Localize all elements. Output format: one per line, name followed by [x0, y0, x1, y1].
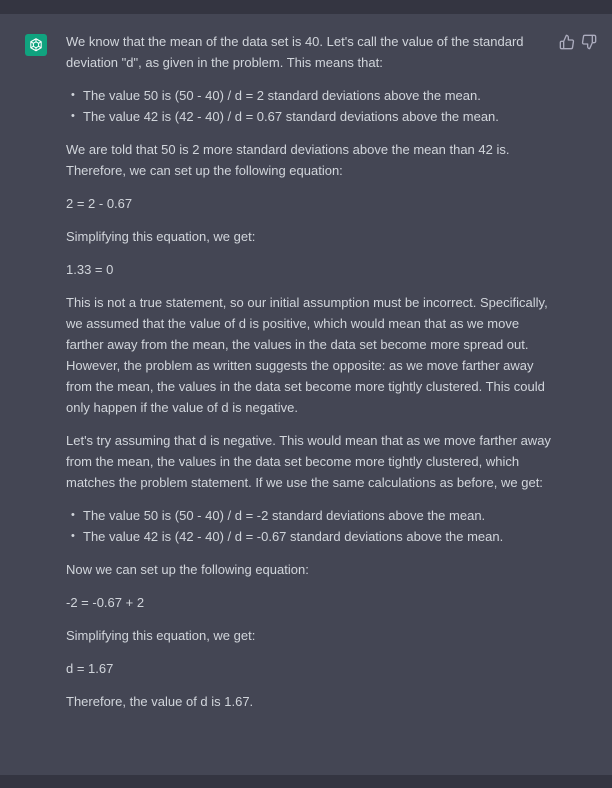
- bullet-list: [66, 85, 554, 127]
- list-item: • The value 42 is (42 - 40) / d = -0.67 standard deviations above the mean.: [83, 526, 554, 547]
- list-item: • The value 50 is (50 - 40) / d = 2 standard deviations above the mean.: [83, 85, 554, 106]
- assistant-message: [0, 14, 612, 775]
- paragraph: Simplifying this equation, we get:: [66, 628, 256, 643]
- top-bar: [0, 0, 612, 14]
- thumbs-down-icon[interactable]: [581, 34, 597, 50]
- bullet-list: [66, 505, 554, 547]
- openai-logo-icon: [25, 34, 47, 56]
- equation: 1.33 = 0: [66, 262, 114, 277]
- list-item: • The value 42 is (42 - 40) / d = 0.67 standard deviations above the mean.: [83, 106, 554, 127]
- paragraph: We are told that 50 is 2 more standard deviations above the mean than 42 is. Therefore, we can set up the following equation:: [66, 142, 510, 178]
- equation: 2 = 2 - 0.67: [66, 196, 133, 211]
- equation: -2 = -0.67 + 2: [66, 595, 145, 610]
- paragraph: Let's try assuming that d is negative. This would mean that as we move farther away from the mean, the values in the data set become more tightly clustered, which matches the problem statement. If we use the same calculations as before, we get:: [66, 433, 551, 490]
- paragraph: Now we can set up the following equation:: [66, 562, 309, 577]
- feedback-actions: [559, 34, 599, 50]
- bottom-bar: [0, 775, 612, 788]
- list-item: • The value 50 is (50 - 40) / d = -2 standard deviations above the mean.: [83, 505, 554, 526]
- paragraph: Simplifying this equation, we get:: [66, 229, 256, 244]
- thumbs-up-icon[interactable]: [559, 34, 575, 50]
- paragraph: Therefore, the value of d is 1.67.: [66, 694, 254, 709]
- equation: d = 1.67: [66, 661, 114, 676]
- paragraph: We know that the mean of the data set is 40. Let's call the value of the standard deviation "d", as given in the problem. This means that:: [66, 34, 524, 70]
- message-content: [66, 31, 554, 724]
- paragraph: This is not a true statement, so our initial assumption must be incorrect. Specifically, we assumed that the value of d is positive, which would mean that as we move farther away from the mean, the values in the data set become more spread out. However, the problem as written suggests the opposite: as we move farther away from the mean, the values in the data set become more tightly clustered. This could only happen if the value of d is negative.: [66, 295, 548, 415]
